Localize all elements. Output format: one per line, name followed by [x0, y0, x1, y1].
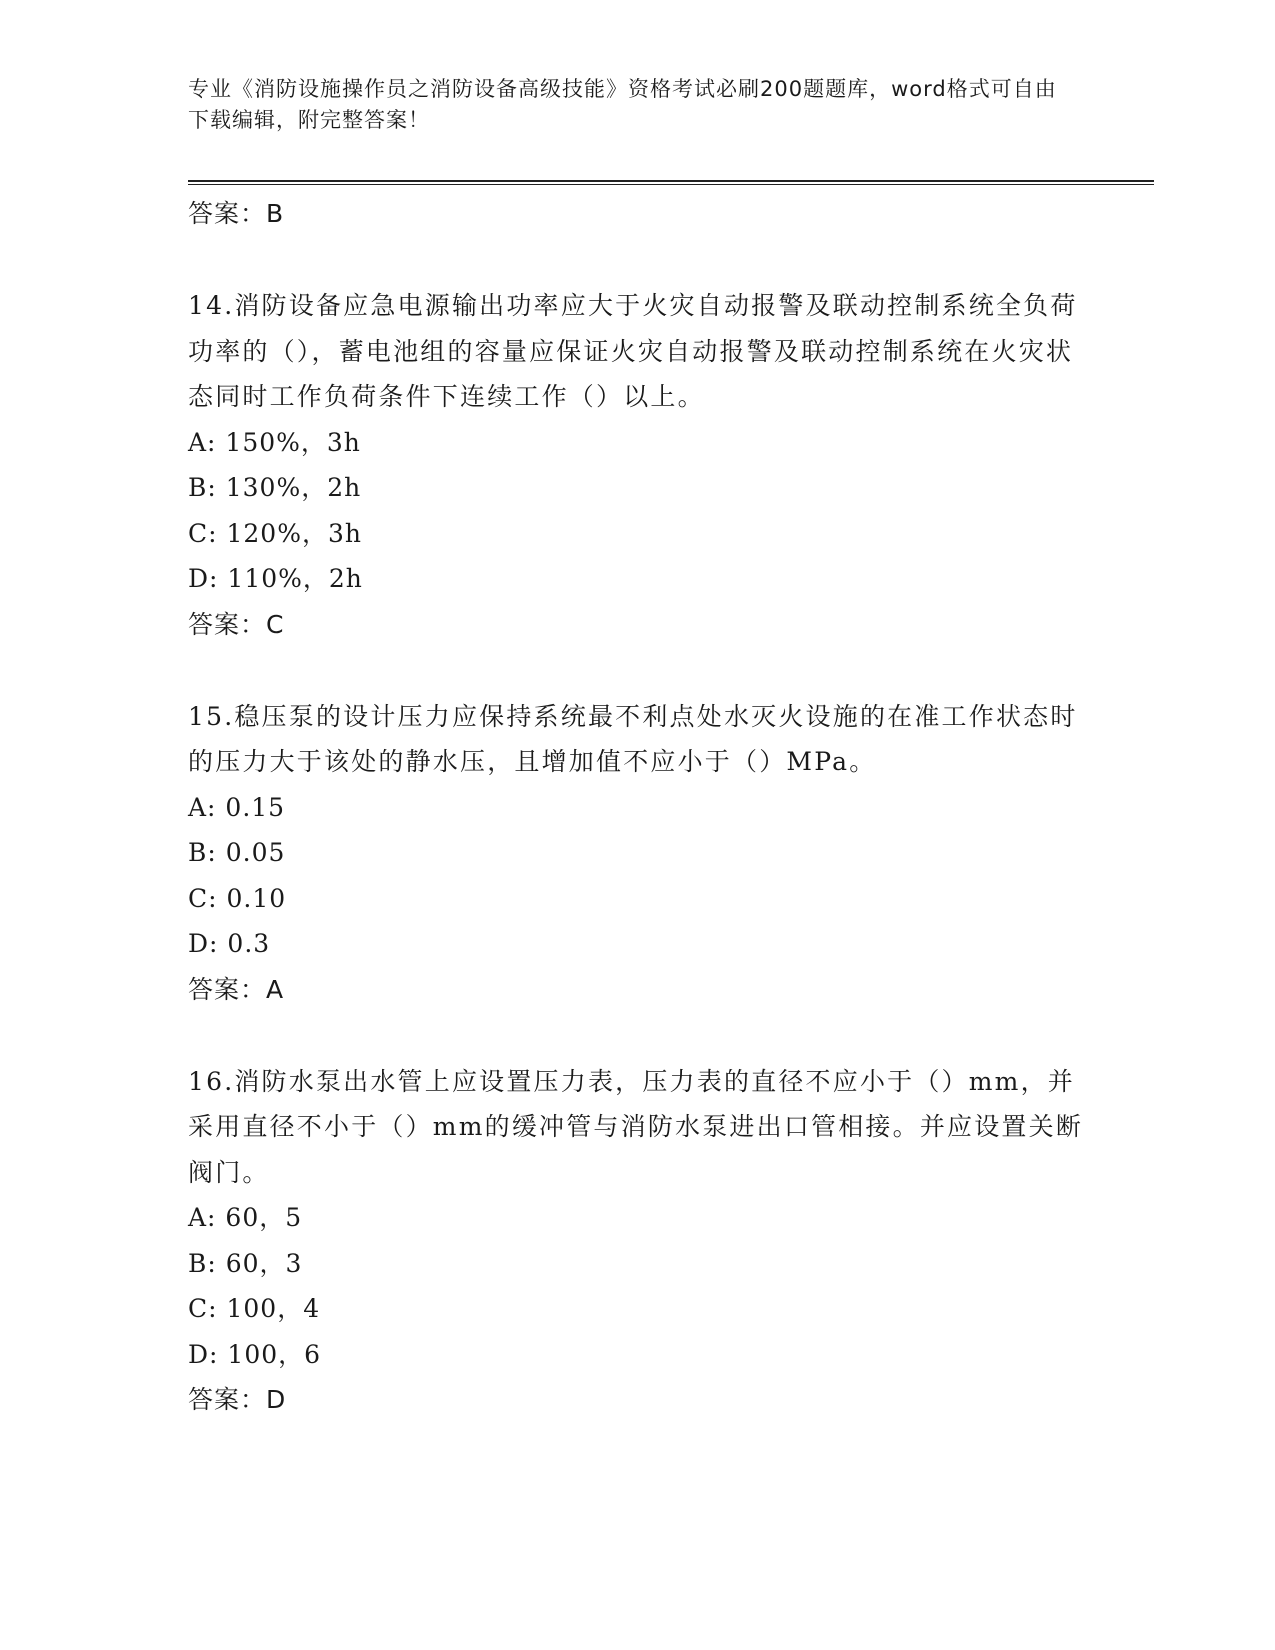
question-text: 16.消防水泵出水管上应设置压力表，压力表的直径不应小于（）mm，并采用直径不小于（）mm的缓冲管与消防水泵进出口管相接。并应设置关断阀门。	[188, 1066, 1084, 1187]
previous-answer: 答案：B	[188, 199, 285, 228]
question-list	[188, 191, 1088, 1423]
option-d: D: 0.3	[188, 929, 271, 958]
option-b: B: 60，3	[188, 1248, 303, 1278]
option-c: C: 120%，3h	[188, 518, 362, 548]
option-d: D: 110%，2h	[188, 564, 363, 593]
page-header: 专业《消防设施操作员之消防设备高级技能》资格考试必刷200题题库，word格式可自由下载编辑，附完整答案！	[188, 77, 1057, 132]
option-c: C: 0.10	[188, 883, 287, 913]
answer: 答案：A	[188, 974, 285, 1004]
question-text: 15.稳压泵的设计压力应保持系统最不利点处水灭火设施的在准工作状态时的压力大于该处的静水压，且增加值不应小于（）MPa。	[188, 701, 1078, 776]
question-15	[188, 694, 1088, 1013]
option-b: B: 130%，2h	[188, 473, 362, 502]
option-d: D: 100，6	[188, 1339, 322, 1369]
question-14	[188, 283, 1088, 648]
header-divider	[188, 180, 1154, 185]
answer: 答案：C	[188, 609, 285, 639]
question-16	[188, 1059, 1088, 1424]
option-a: A: 60，5	[188, 1203, 303, 1232]
option-c: C: 100，4	[188, 1294, 321, 1323]
option-a: A: 150%，3h	[188, 427, 361, 457]
option-a: A: 0.15	[188, 792, 286, 822]
option-b: B: 0.05	[188, 838, 286, 867]
answer: 答案：D	[188, 1385, 287, 1414]
question-text: 14.消防设备应急电源输出功率应大于火灾自动报警及联动控制系统全负荷功率的（），蓄电池组的容量应保证火灾自动报警及联动控制系统在火灾状态同时工作负荷条件下连续工作（）以上。	[188, 291, 1078, 411]
